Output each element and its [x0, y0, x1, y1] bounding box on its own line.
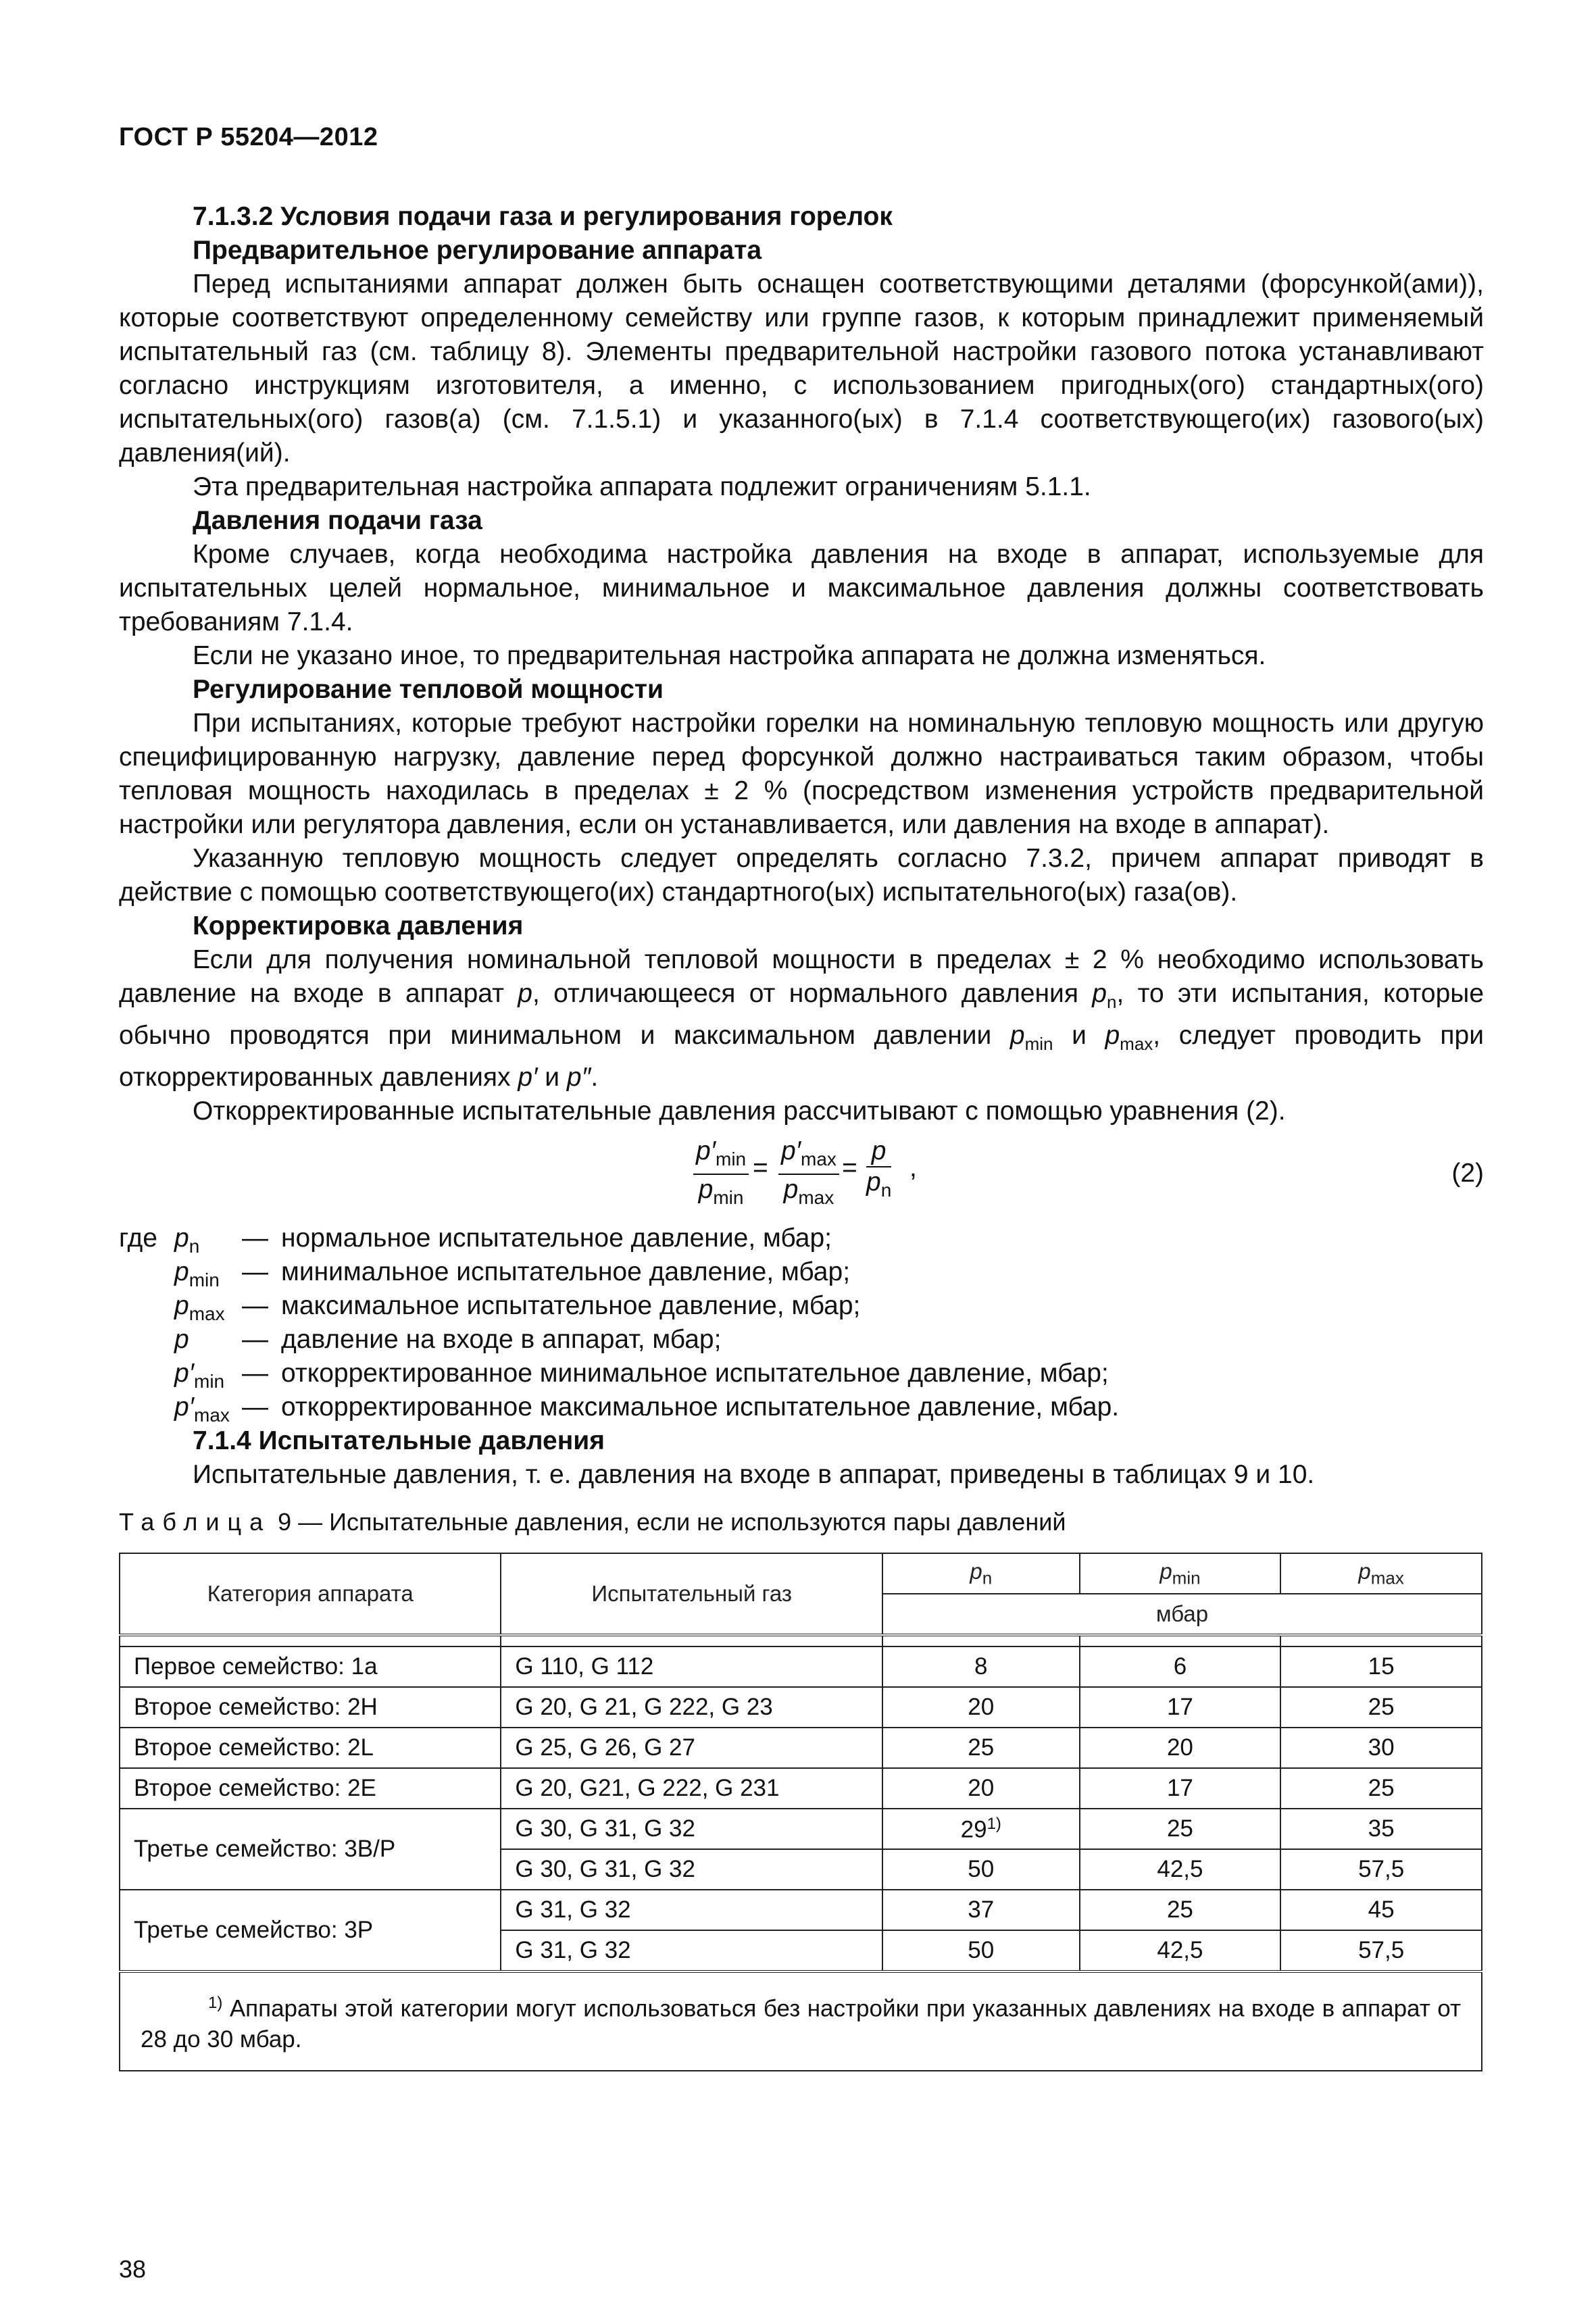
definition-row: $p_{max}$ — максимальное испытательное давление, мбар;	[174, 1290, 861, 1324]
table-divider	[120, 1635, 1482, 1646]
subheading: Регулирование тепловой мощности	[193, 675, 664, 704]
header-pmax: $p_{max}$	[1280, 1553, 1482, 1594]
section-heading: 7.1.3.2 Условия подачи газа и регулирования горелок	[193, 202, 893, 231]
table-row: Второе семейство: 2L G 25, G 26, G 27 25 20 30	[120, 1728, 1482, 1768]
fraction: $p'_{min}$ $p_{min}$	[693, 1136, 749, 1213]
paragraph: Откорректированные испытательные давления рассчитывают с помощью уравнения (2).	[193, 1096, 1286, 1126]
table-row: G 31, G 32 50 42,5 57,5	[120, 1930, 1482, 1971]
table-row: G 30, G 31, G 32 50 42,5 57,5	[120, 1849, 1482, 1890]
equation-number: (2)	[1451, 1158, 1484, 1188]
paragraph: Кроме случаев, когда необходима настройка давления на входе в аппарат, используемые для испытательных целей нормальное, минимальное и максимальное давления должны соответствовать требованиям 7.1.4.	[119, 540, 1484, 636]
paragraph: Испытательные давления, т. е. давления на входе в аппарат, приведены в таблицах 9 и 10.	[193, 1459, 1315, 1489]
table-row: Первое семейство: 1a G 110, G 112 8 6 15	[120, 1646, 1482, 1687]
paragraph: Если не указано иное, то предварительная настройка аппарата не должна изменяться.	[193, 641, 1266, 670]
definition-row: $p'_{min}$ — откорректированное минимальное испытательное давление, мбар;	[174, 1358, 1109, 1392]
subheading: Давления подачи газа	[193, 506, 482, 535]
table-row: Третье семейство: 3B/P G 30, G 31, G 32 29$^{1)}$ 25 35	[120, 1809, 1482, 1849]
main-content	[119, 200, 1484, 1492]
table-row: Второе семейство: 2H G 20, G 21, G 222, G 23 20 17 25	[120, 1687, 1482, 1728]
table-row: Второе семейство: 2E G 20, G21, G 222, G 231 20 17 25	[120, 1768, 1482, 1809]
test-pressure-table	[119, 1553, 1482, 2071]
header-pmin: $p_{min}$	[1080, 1553, 1281, 1594]
header-category: Категория аппарата	[120, 1553, 501, 1635]
table-row: Третье семейство: 3P G 31, G 32 37 25 45	[120, 1890, 1482, 1930]
definition-row: p — давление на входе в аппарат, мбар;	[174, 1324, 722, 1354]
paragraph: Если для получения номинальной тепловой мощности в пределах ± 2 % необходимо использовать давление на входе в аппарат p, отличающееся от нормального давления $p_n$, то эти испытания, которые обычно проводятся при минимальном и максимальном давлении $p_{min}$ и $p_{max}$, следует проводить при откорректированных давлениях p′ и p″.	[119, 945, 1485, 1092]
subheading: Предварительное регулирование аппарата	[193, 236, 762, 265]
equation: $p'_{min}$ $p_{min}$ = $p'_{max}$ $p_{max}$ = $\frac{p}{p_n}$ , (2)	[119, 1136, 1484, 1216]
symbol-definitions	[119, 1222, 1484, 1424]
document-header: ГОСТ Р 55204—2012	[119, 123, 378, 151]
header-pn: $p_n$	[882, 1553, 1080, 1594]
paragraph: Перед испытаниями аппарат должен быть оснащен соответствующими деталями (форсункой(ами)), которые соответствуют определенному семейству или группе газов, к которым принадлежит применяемый испытательный газ (см. таблицу 8). Элементы предварительной настройки газового потока устанавливают согласно инструкциям изготовителя, а именно, с использованием пригодных(ого) стандартных(ого) испытательных(ого) газов(а) (см. 7.1.5.1) и указанного(ых) в 7.1.4 соответствующего(их) газового(ых) давления(ий).	[119, 270, 1484, 468]
paragraph: При испытаниях, которые требуют настройки горелки на номинальную тепловую мощность или другую специфицированную нагрузку, давление перед форсункой должно настраиваться таким образом, чтобы тепловая мощность находилась в пределах ± 2 % (посредством изменения устройств предварительной настройки или регулятора давления, если он устанавливается, или давления на входе в аппарат).	[119, 709, 1484, 839]
page-number: 38	[119, 2255, 147, 2283]
header-unit: мбар	[882, 1594, 1482, 1635]
paragraph: Указанную тепловую мощность следует определять согласно 7.3.2, причем аппарат приводят в действие с помощью соответствующего(их) стандартного(ых) испытательного(ых) газа(ов).	[119, 844, 1484, 907]
paragraph: Эта предварительная настройка аппарата подлежит ограничениям 5.1.1.	[193, 472, 1091, 501]
section-heading: 7.1.4 Испытательные давления	[193, 1426, 605, 1455]
table-header-row	[120, 1553, 1482, 1594]
table-footnote: $^{1)}$ Аппараты этой категории могут использоваться без настройки при указанных давлениях на входе в аппарат от 28 до 30 мбар.	[120, 1971, 1482, 2071]
fraction: $\frac{p}{p_n}$	[866, 1136, 892, 1201]
definition-row: $p_{min}$ — минимальное испытательное давление, мбар;	[174, 1257, 851, 1290]
table-caption: Таблица 9 — Испытательные давления, если не используются пары давлений	[119, 1508, 1066, 1536]
fraction: $p'_{max}$ $p_{max}$	[778, 1136, 839, 1213]
header-gas: Испытательный газ	[501, 1553, 882, 1635]
subheading: Корректировка давления	[193, 911, 524, 940]
definition-row: $p'_{max}$ — откорректированное максимальное испытательное давление, мбар.	[174, 1392, 1120, 1426]
definition-row: где $p_n$ — нормальное испытательное давление, мбар;	[119, 1223, 832, 1257]
